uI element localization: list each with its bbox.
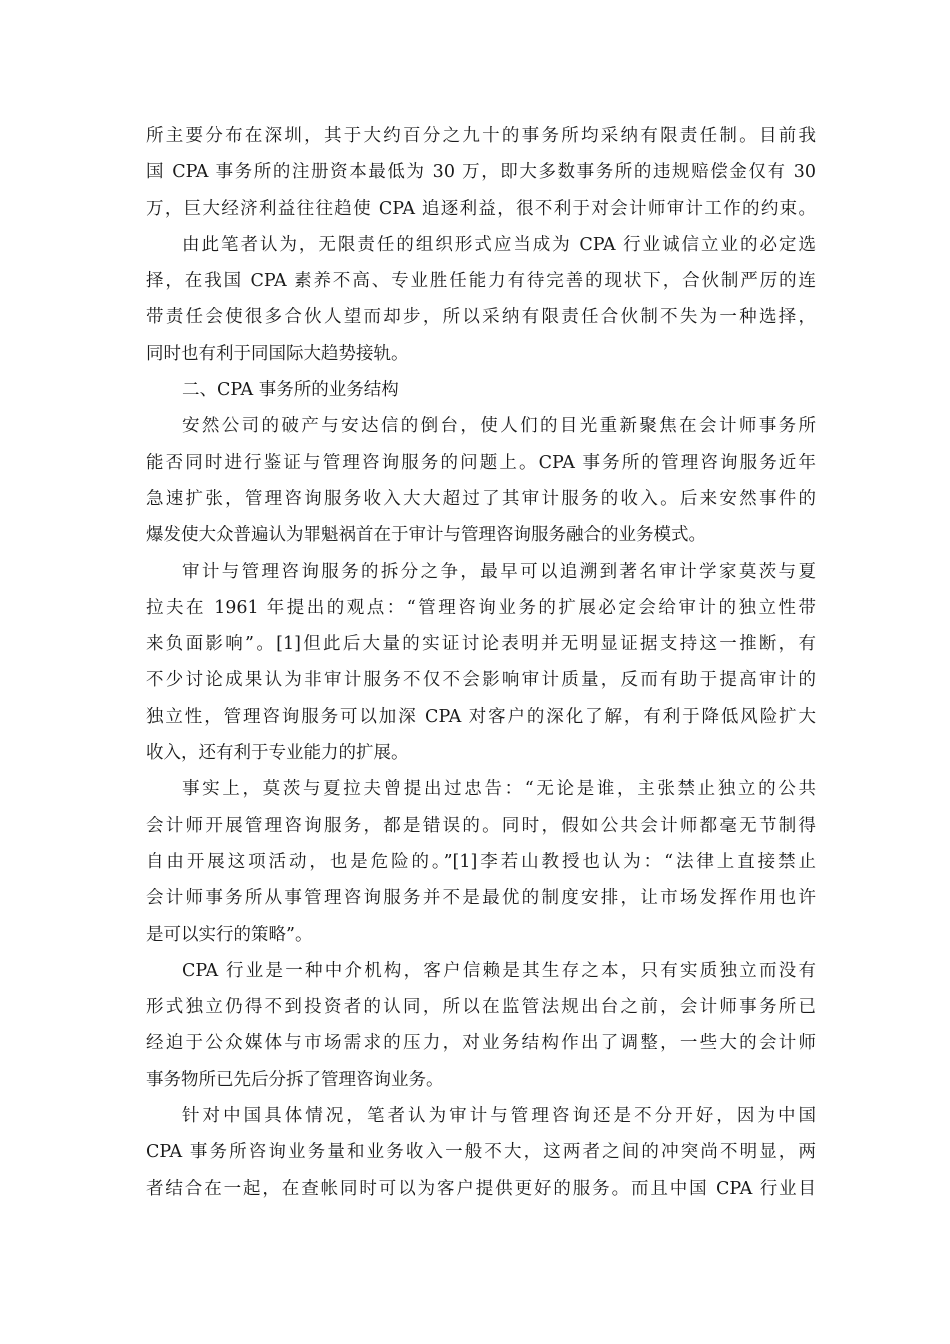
text-line: 所主要分布在深圳，其于大约百分之九十的事务所均采纳有限责任制。目前我 [146,126,816,146]
text-line: 者结合在一起，在查帐同时可以为客户提供更好的服务。而且中国 CPA 行业目 [146,1178,816,1199]
text-line: CPA 事务所咨询业务量和业务收入一般不大，这两者之间的冲突尚不明显，两 [146,1142,816,1163]
text-line: 针对中国具体情况，笔者认为审计与管理咨询还是不分开好，因为中国 [182,1106,816,1127]
text-line: 拉夫在 1961 年提出的观点：“管理咨询业务的扩展必定会给审计的独立性带 [146,597,816,618]
text-line: 会计师开展管理咨询服务，都是错误的。同时，假如公共会计师都毫无节制得 [146,815,816,836]
text-line: 独立性，管理咨询服务可以加深 CPA 对客户的深化了解，有利于降低风险扩大 [146,706,816,727]
text-line: 审计与管理咨询服务的拆分之争，最早可以追溯到著名审计学家莫茨与夏 [182,561,816,582]
text-line: 能否同时进行鉴证与管理咨询服务的问题上。CPA 事务所的管理咨询服务近年 [146,452,816,473]
text-line: 国 CPA 事务所的注册资本最低为 30 万，即大多数事务所的违规赔偿金仅有 30 [146,162,816,183]
text-line: 择，在我国 CPA 素养不高、专业胜任能力有待完善的现状下，合伙制严厉的连 [146,271,816,292]
text-line: 万，巨大经济利益往往趋使 CPA 追逐利益，很不利于对会计师审计工作的约束。 [146,198,816,219]
text-line: 事务物所已先后分拆了管理咨询业务。 [146,1069,444,1090]
text-line: 不少讨论成果认为非审计服务不仅不会影响审计质量，反而有助于提高审计的 [146,670,816,691]
text-line: 经迫于公众媒体与市场需求的压力，对业务结构作出了调整，一些大的会计师 [146,1033,816,1054]
text-line: 形式独立仍得不到投资者的认同，所以在监管法规出台之前，会计师事务所已 [146,997,816,1018]
text-line: 爆发使大众普遍认为罪魁祸首在于审计与管理咨询服务融合的业务模式。 [146,525,706,546]
text-line: 带责任会使很多合伙人望而却步，所以采纳有限责任合伙制不失为一种选择， [146,307,816,328]
text-line: 安然公司的破产与安达信的倒台，使人们的目光重新聚焦在会计师事务所 [182,416,816,437]
text-line: 二、CPA 事务所的业务结构 [182,380,399,401]
text-line: 收入，还有利于专业能力的扩展。 [146,743,409,764]
text-line: 同时也有利于同国际大趋势接轨。 [146,343,409,364]
text-line: 自由开展这项活动，也是危险的。”[1]李若山教授也认为：“法律上直接禁止 [146,851,816,872]
text-line: 来负面影响”。[1]但此后大量的实证讨论表明并无明显证据支持这一推断，有 [146,634,816,655]
text-line: CPA 行业是一种中介机构，客户信赖是其生存之本，只有实质独立而没有 [182,960,816,981]
body-text [146,118,816,1207]
text-line: 事实上，莫茨与夏拉夫曾提出过忠告：“无论是谁，主张禁止独立的公共 [182,779,816,800]
text-line: 由此笔者认为，无限责任的组织形式应当成为 CPA 行业诚信立业的必定选 [182,234,816,255]
text-line: 会计师事务所从事管理咨询服务并不是最优的制度安排，让市场发挥作用也许 [146,888,816,909]
text-line: 急速扩张，管理咨询服务收入大大超过了其审计服务的收入。后来安然事件的 [146,488,816,509]
text-line: 是可以实行的策略”。 [146,924,313,945]
